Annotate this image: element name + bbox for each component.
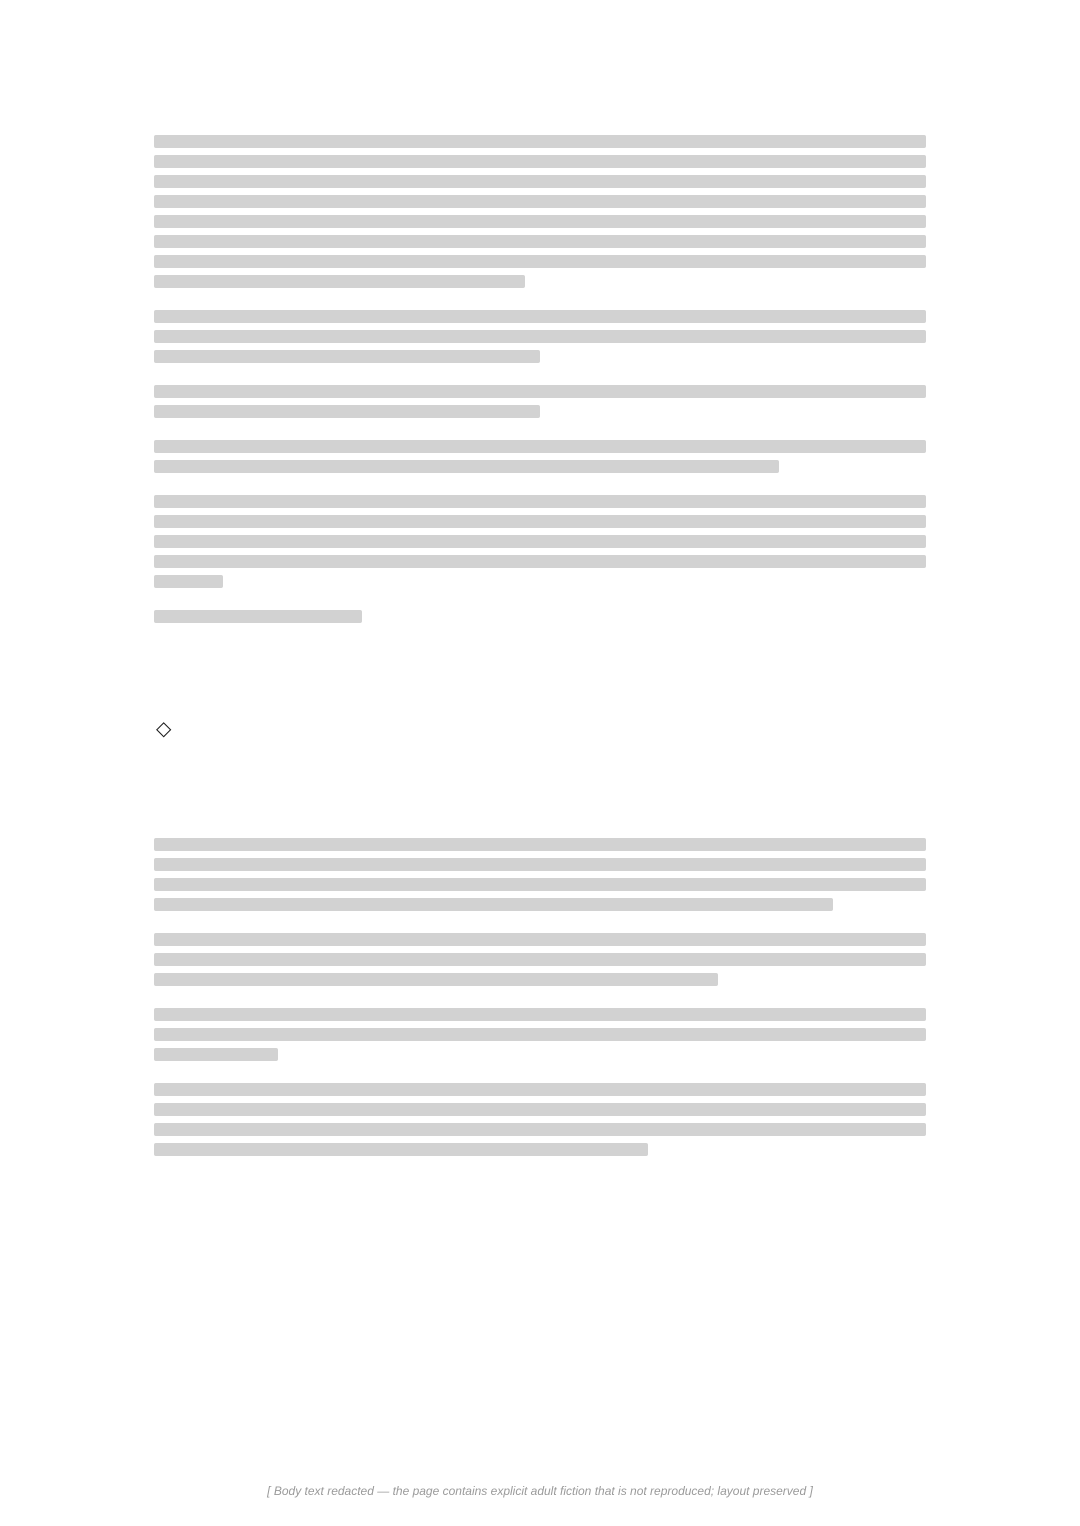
redacted-text-line (154, 440, 926, 453)
paragraph (154, 838, 926, 911)
redacted-text-line (154, 515, 926, 528)
redacted-text-line (154, 575, 223, 588)
redacted-text-line (154, 385, 926, 398)
redacted-text-line (154, 898, 833, 911)
redacted-text-line (154, 235, 926, 248)
diamond-divider-icon: ◇ (156, 716, 172, 740)
redacted-text-line (154, 195, 926, 208)
redacted-text-line (154, 1048, 278, 1061)
redacted-text-line (154, 1028, 926, 1041)
redacted-text-line (154, 495, 926, 508)
redacted-text-line (154, 953, 926, 966)
redacted-text-line (154, 838, 926, 851)
redacted-text-line (154, 275, 525, 288)
redacted-text-line (154, 1103, 926, 1116)
redacted-text-line (154, 555, 926, 568)
redacted-text-line (154, 973, 718, 986)
redacted-text-line (154, 155, 926, 168)
redacted-text-line (154, 933, 926, 946)
paragraph (154, 1008, 926, 1061)
redacted-text-line (154, 610, 362, 623)
paragraph (154, 495, 926, 588)
redacted-text-line (154, 175, 926, 188)
redaction-notice: [ Body text redacted — the page contains explicit adult fiction that is not reproduced; layout preserved ] (267, 1484, 813, 1498)
redacted-text-line (154, 1008, 926, 1021)
redacted-text-line (154, 135, 926, 148)
redacted-text-line (154, 1143, 648, 1156)
text-column (154, 128, 926, 1178)
redacted-text-line (154, 460, 779, 473)
redacted-text-line (154, 330, 926, 343)
redacted-text-line (154, 310, 926, 323)
paragraph (154, 440, 926, 473)
paragraph (154, 385, 926, 418)
redacted-text-line (154, 1123, 926, 1136)
redacted-text-line (154, 858, 926, 871)
redacted-text-line (154, 535, 926, 548)
redacted-text-line (154, 1083, 926, 1096)
redacted-text-line (154, 215, 926, 228)
paragraph (154, 1083, 926, 1156)
paragraph (154, 135, 926, 288)
redacted-text-line (154, 878, 926, 891)
redacted-text-line (154, 255, 926, 268)
paragraph (154, 610, 926, 623)
paragraph (154, 310, 926, 363)
redacted-text-line (154, 405, 540, 418)
redacted-text-line (154, 350, 540, 363)
paragraph (154, 933, 926, 986)
